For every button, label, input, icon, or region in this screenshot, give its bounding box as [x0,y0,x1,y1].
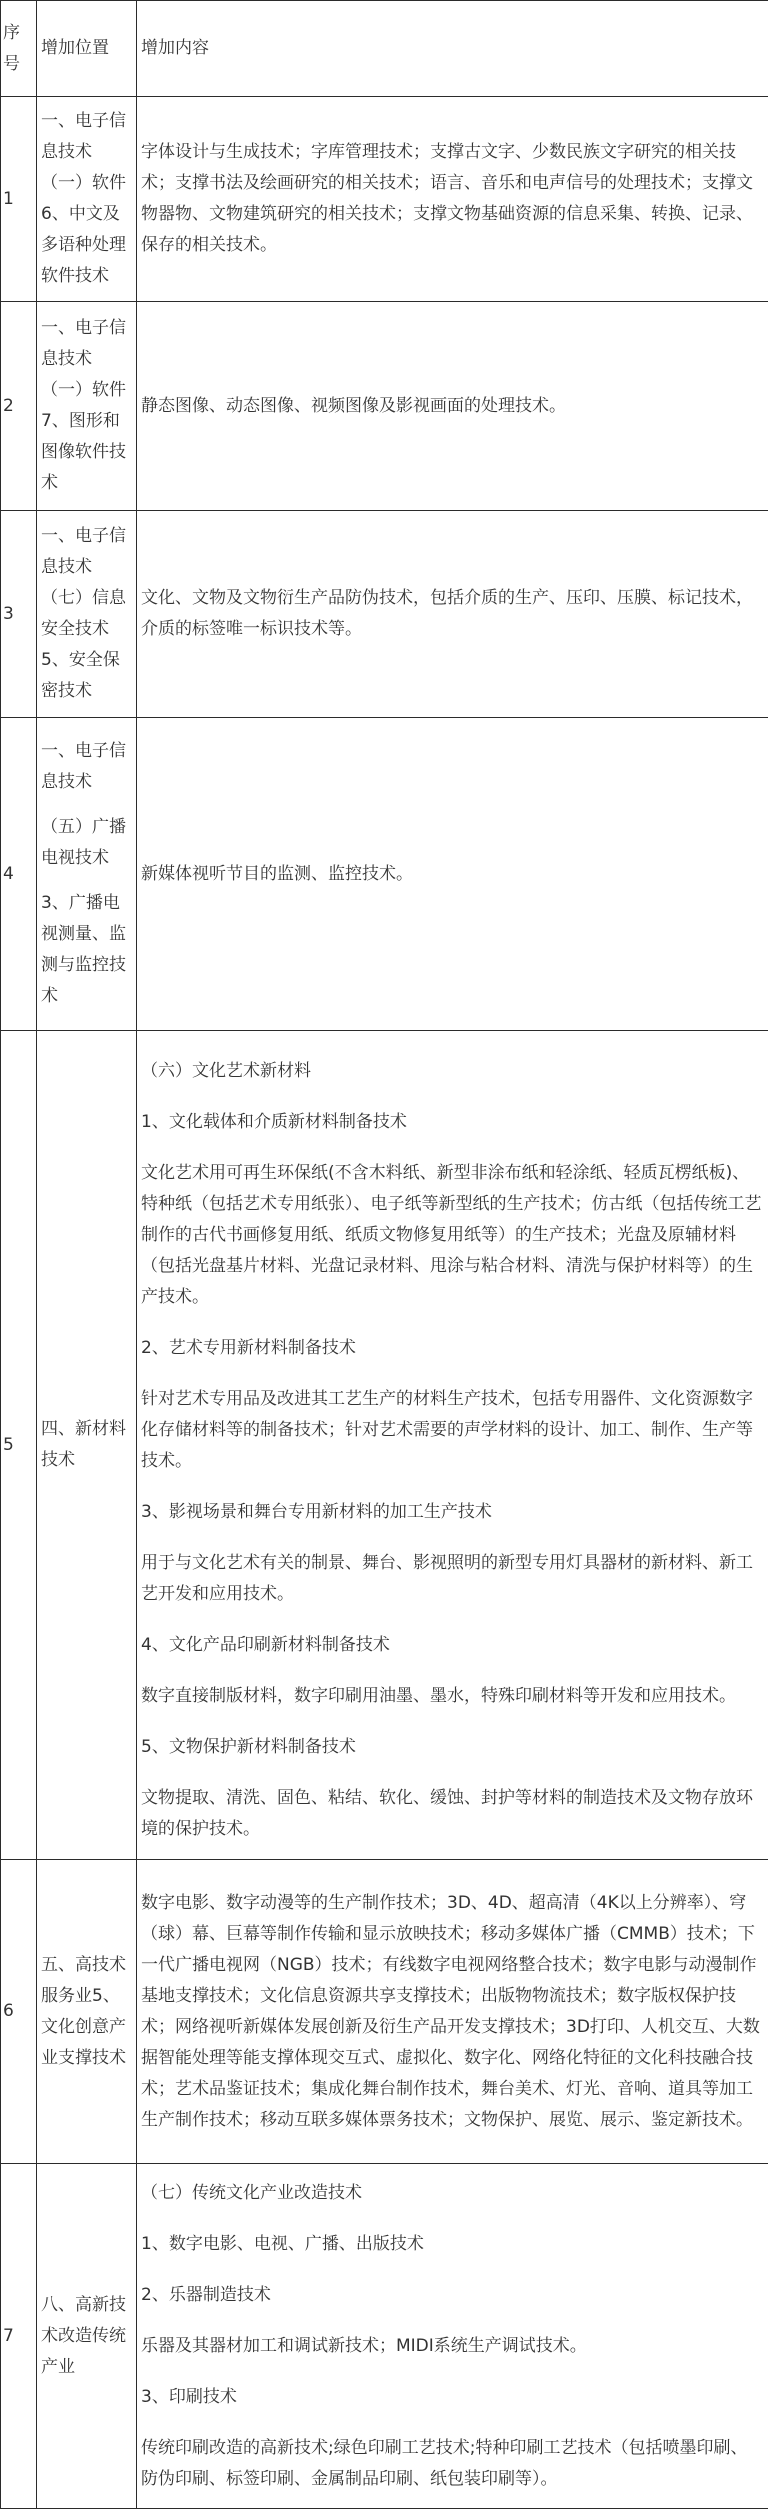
position-line: （一）软件7、图形和图像软件技术 [41,380,126,493]
row-number: 3 [1,511,37,718]
content-section-heading: （七）传统文化产业改造技术 [141,2182,362,2203]
position-line: 一、电子信息技术 [41,318,126,369]
content-paragraph: 针对艺术专用品及改进其工艺生产的材料生产技术，包括专用器件、文化资源数字化存储材料等的制备技术；针对艺术需要的声学材料的设计、加工、制作、生产等技术。 [141,1388,753,1471]
content-paragraph: 文物提取、清洗、固色、粘结、软化、缓蚀、封护等材料的制造技术及文物存放环境的保护技术。 [141,1787,753,1839]
position-line: 3、广播电视测量、监测与监控技术 [41,893,126,1006]
content-paragraph: 文化艺术用可再生环保纸(不含木料纸、新型非涂布纸和轻涂纸、轻质瓦楞纸板)、特种纸（包括艺术专用纸张）、电子纸等新型纸的生产技术；仿古纸（包括传统工艺制作的古代书画修复用纸、纸质文物修复用纸等）的生产技术；光盘及原辅材料（包括光盘基片材料、光盘记录材料、甩涂与粘合材料、清洗与保护材料等）的生产技术。 [141,1162,762,1307]
content-subheading: 5、文物保护新材料制备技术 [141,1736,356,1757]
position-line: 一、电子信息技术 [41,526,126,577]
row-content [137,2164,768,2509]
position-line: （五）广播电视技术 [41,817,126,868]
row-content [137,511,768,718]
row-number: 5 [1,1031,37,1860]
row-content [137,1031,768,1860]
content-subheading: 1、文化载体和介质新材料制备技术 [141,1111,407,1132]
content-subheading: 2、乐器制造技术 [141,2284,271,2305]
position-line: 五、高技术服务业5、文化创意产业支撑技术 [41,1954,126,2068]
row-number: 6 [1,1860,37,2164]
row-position [37,718,137,1031]
table-row-3 [1,511,768,718]
row-number: 2 [1,302,37,511]
table-row-6 [1,1860,768,2164]
content-subheading: 1、数字电影、电视、广播、出版技术 [141,2233,424,2254]
table-row-7 [1,2164,768,2509]
content-section-heading: （六）文化艺术新材料 [141,1060,311,1081]
row-position [37,511,137,718]
row-content [137,718,768,1031]
row-content [137,1860,768,2164]
table-row-1 [1,97,768,302]
content-subheading: 4、文化产品印刷新材料制备技术 [141,1634,390,1655]
header-content: 增加内容 [137,1,768,97]
header-position: 增加位置 [37,1,137,97]
row-position [37,97,137,302]
position-line: 八、高新技术改造传统产业 [41,2294,126,2377]
position-line: 一、电子信息技术 [41,111,126,162]
content-paragraph: 用于与文化艺术有关的制景、舞台、影视照明的新型专用灯具器材的新材料、新工艺开发和应用技术。 [141,1552,753,1604]
header-no: 序号 [1,1,37,97]
table-row-2 [1,302,768,511]
content-paragraph: 数字电影、数字动漫等的生产制作技术；3D、4D、超高清（4K以上分辨率）、穹（球）幕、巨幕等制作传输和显示放映技术；移动多媒体广播（CMMB）技术；下一代广播电视网（NGB）技术；有线数字电视网络整合技术；数字电影与动漫制作基地支撑技术；文化信息资源共享支撑技术；出版物物流技术；数字版权保护技术；网络视听新媒体发展创新及衍生产品开发支撑技术；3D打印、人机交互、大数据智能处理等能支撑体现交互式、虚拟化、数字化、网络化特征的文化科技融合技术；艺术品鉴证技术；集成化舞台制作技术，舞台美术、灯光、音响、道具等加工生产制作技术；移动互联多媒体票务技术；文物保护、展览、展示、鉴定新技术。 [141,1892,760,2130]
content-paragraph: 乐器及其器材加工和调试新技术；MIDI系统生产调试技术。 [141,2335,587,2356]
position-line: 四、新材料技术 [41,1419,126,1470]
content-subheading: 3、影视场景和舞台专用新材料的加工生产技术 [141,1501,492,1522]
position-line: 一、电子信息技术 [41,741,126,792]
header-row [1,1,768,97]
content-subheading: 3、印刷技术 [141,2386,237,2407]
row-position [37,2164,137,2509]
content-paragraph: 字体设计与生成技术；字库管理技术；支撑古文字、少数民族文字研究的相关技术；支撑书法及绘画研究的相关技术；语言、音乐和电声信号的处理技术；支撑文物器物、文物建筑研究的相关技术；支撑文物基础资源的信息采集、转换、记录、保存的相关技术。 [141,142,753,255]
row-number: 4 [1,718,37,1031]
row-position [37,1031,137,1860]
table-row-5 [1,1031,768,1860]
row-number: 1 [1,97,37,302]
content-paragraph: 文化、文物及文物衍生产品防伪技术，包括介质的生产、压印、压膜、标记技术，介质的标签唯一标识技术等。 [141,588,753,639]
table-row-4 [1,718,768,1031]
row-content [137,97,768,302]
row-number: 7 [1,2164,37,2509]
position-line: （七）信息安全技术5、安全保密技术 [41,588,126,701]
row-position [37,1860,137,2164]
row-position [37,302,137,511]
content-paragraph: 新媒体视听节目的监测、监控技术。 [141,863,413,884]
content-paragraph: 传统印刷改造的高新技术;绿色印刷工艺技术;特种印刷工艺技术（包括喷墨印刷、防伪印刷、标签印刷、金属制品印刷、纸包装印刷等）。 [141,2437,748,2489]
row-content [137,302,768,511]
content-paragraph: 静态图像、动态图像、视频图像及影视画面的处理技术。 [141,395,566,416]
content-subheading: 2、艺术专用新材料制备技术 [141,1337,356,1358]
content-paragraph: 数字直接制版材料，数字印刷用油墨、墨水，特殊印刷材料等开发和应用技术。 [141,1685,736,1706]
position-line: （一）软件6、中文及多语种处理软件技术 [41,173,126,286]
